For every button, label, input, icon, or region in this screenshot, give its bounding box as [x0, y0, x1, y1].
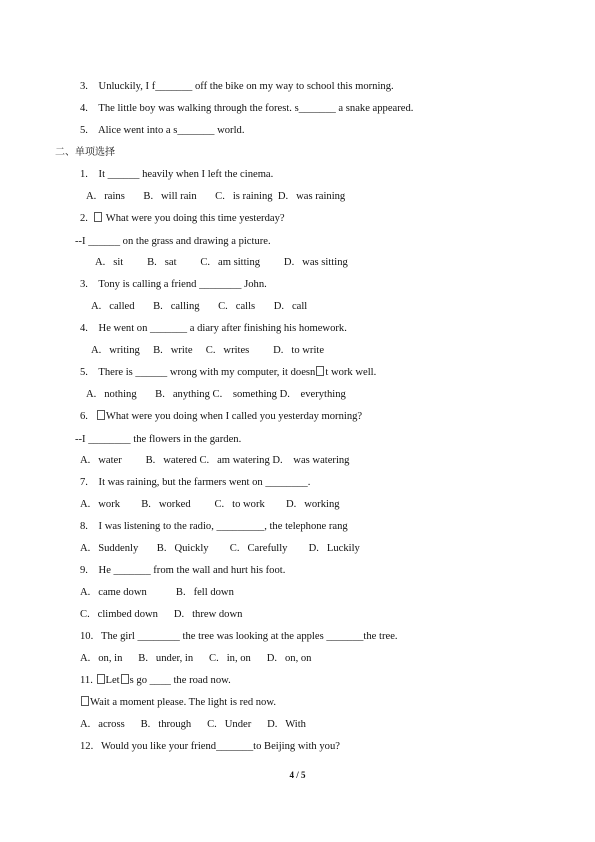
text-line: 3. Tony is calling a friend ________ John. [80, 279, 267, 290]
missing-glyph-icon [316, 366, 324, 376]
text-line: 6. What were you doing when I called you yesterday morning? [80, 411, 363, 422]
text-line: A. water B. watered C. am watering D. was watering [80, 455, 350, 466]
text-line: A. came down B. fell down [80, 587, 234, 598]
missing-glyph-icon [97, 674, 105, 684]
text-line: A. writing B. write C. writes D. to write [91, 345, 325, 356]
text-line: 1. It ______ heavily when I left the cinema. [80, 169, 274, 180]
text-line: C. climbed down D. threw down [80, 609, 243, 620]
page-number: 4 / 5 [289, 770, 306, 780]
text-line: 二、单项选择 [55, 147, 115, 158]
missing-glyph-icon [81, 696, 89, 706]
text-line: 10. The girl ________ the tree was looking at the apples _______the tree. [80, 631, 398, 642]
text-line: A. sit B. sat C. am sitting D. was sitting [95, 257, 348, 268]
text-line: A. on, in B. under, in C. in, on D. on, on [80, 653, 312, 664]
text-line: A. across B. through C. Under D. With [80, 719, 306, 730]
text-line: 4. The little boy was walking through the forest. s_______ a snake appeared. [80, 103, 414, 114]
text-line: A. work B. worked C. to work D. working [80, 499, 340, 510]
text-line: A. called B. calling C. calls D. call [91, 301, 308, 312]
text-line: --I ______ on the grass and drawing a picture. [75, 236, 271, 247]
text-line: 8. I was listening to the radio, _________, the telephone rang [80, 521, 348, 532]
text-line: 7. It was raining, but the farmers went on ________. [80, 477, 311, 488]
missing-glyph-icon [97, 410, 105, 420]
text-line: 4. He went on _______ a diary after finishing his homework. [80, 323, 347, 334]
missing-glyph-icon [94, 212, 102, 222]
missing-glyph-icon [121, 674, 129, 684]
text-line: --I ________ the flowers in the garden. [75, 434, 242, 445]
text-line: 12. Would you like your friend_______to Beijing with you? [80, 741, 340, 752]
text-line: A. Suddenly B. Quickly C. Carefully D. Luckily [80, 543, 360, 554]
text-line: 2. What were you doing this time yesterday? [80, 213, 285, 224]
text-line: 9. He _______ from the wall and hurt his foot. [80, 565, 286, 576]
text-line: 3. Unluckily, I f_______ off the bike on my way to school this morning. [80, 81, 394, 92]
text-line: Wait a moment please. The light is red now. [80, 696, 276, 709]
text-line: A. nothing B. anything C. something D. everything [86, 389, 346, 400]
text-line: 11. Let s go ____ the road now. [80, 675, 231, 686]
text-line: A. rains B. will rain C. is raining D. was raining [86, 191, 346, 202]
text-line: 5. Alice went into a s_______ world. [80, 125, 245, 136]
text-line: 5. There is ______ wrong with my computer, it doesn t work well. [80, 367, 377, 378]
